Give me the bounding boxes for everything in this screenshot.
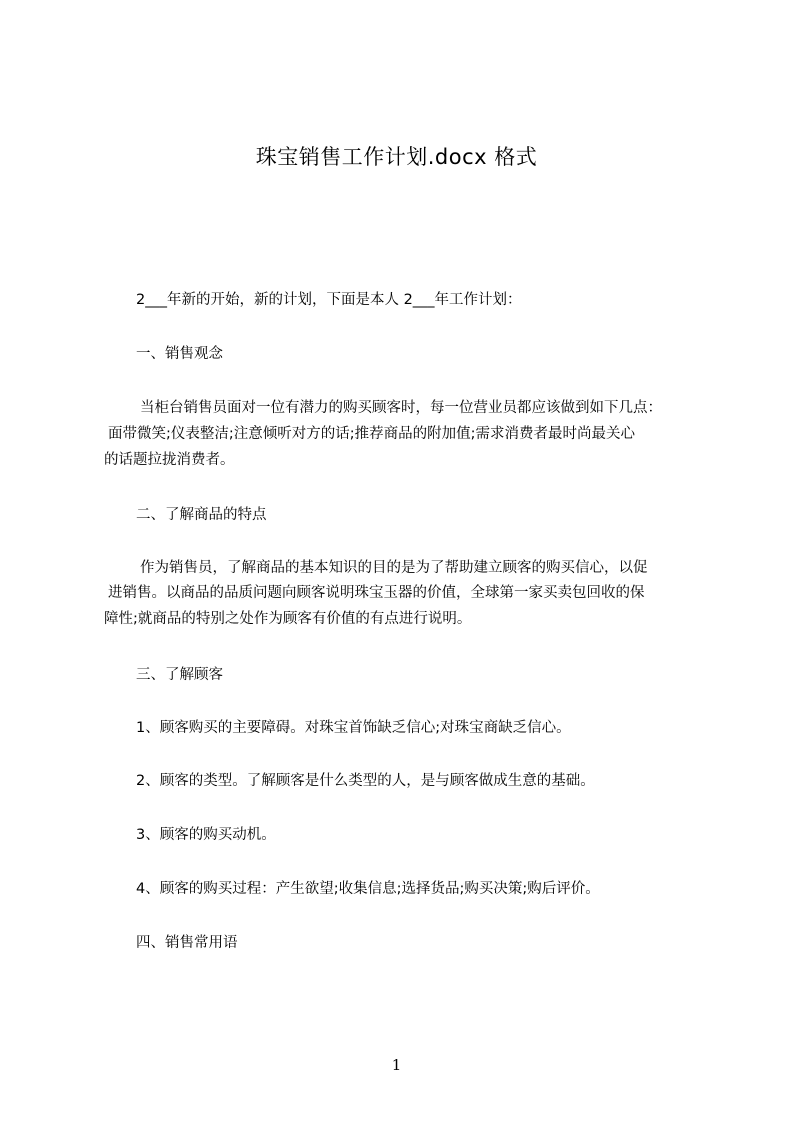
section-heading-sales-concept: 一、销售观念 <box>136 346 223 362</box>
section-heading-sales-phrases: 四、销售常用语 <box>136 935 238 951</box>
list-item: 4、顾客的购买过程：产生欲望;收集信息;选择货品;购买决策;购后评价。 <box>136 881 600 897</box>
page-number: 1 <box>391 1056 402 1074</box>
list-item: 1、顾客购买的主要障碍。对珠宝首饰缺乏信心;对珠宝商缺乏信心。 <box>136 720 571 736</box>
list-item: 2、顾客的类型。了解顾客是什么类型的人，是与顾客做成生意的基础。 <box>136 773 595 789</box>
paragraph-line: 的话题拉拢消费者。 <box>104 452 235 468</box>
paragraph-line: 障性;就商品的特别之处作为顾客有价值的有点进行说明。 <box>104 611 472 627</box>
section-heading-customers: 三、了解顾客 <box>136 667 223 683</box>
paragraph-line: 作为销售员，了解商品的基本知识的目的是为了帮助建立顾客的购买信心，以促 <box>140 560 648 576</box>
intro-paragraph: 2___年新的开始，新的计划，下面是本人 2___年工作计划： <box>136 292 522 308</box>
document-title: 珠宝销售工作计划.docx 格式 <box>255 145 538 169</box>
section-heading-product-features: 二、了解商品的特点 <box>136 507 267 523</box>
list-item: 3、顾客的购买动机。 <box>136 827 276 843</box>
paragraph-line: 面带微笑;仪表整洁;注意倾听对方的话;推荐商品的附加值;需求消费者最时尚最关心 <box>108 426 636 442</box>
paragraph-line: 当柜台销售员面对一位有潜力的购买顾客时，每一位营业员都应该做到如下几点： <box>140 400 662 416</box>
paragraph-line: 进销售。以商品的品质问题向顾客说明珠宝玉器的价值，全球第一家买卖包回收的保 <box>108 585 645 601</box>
